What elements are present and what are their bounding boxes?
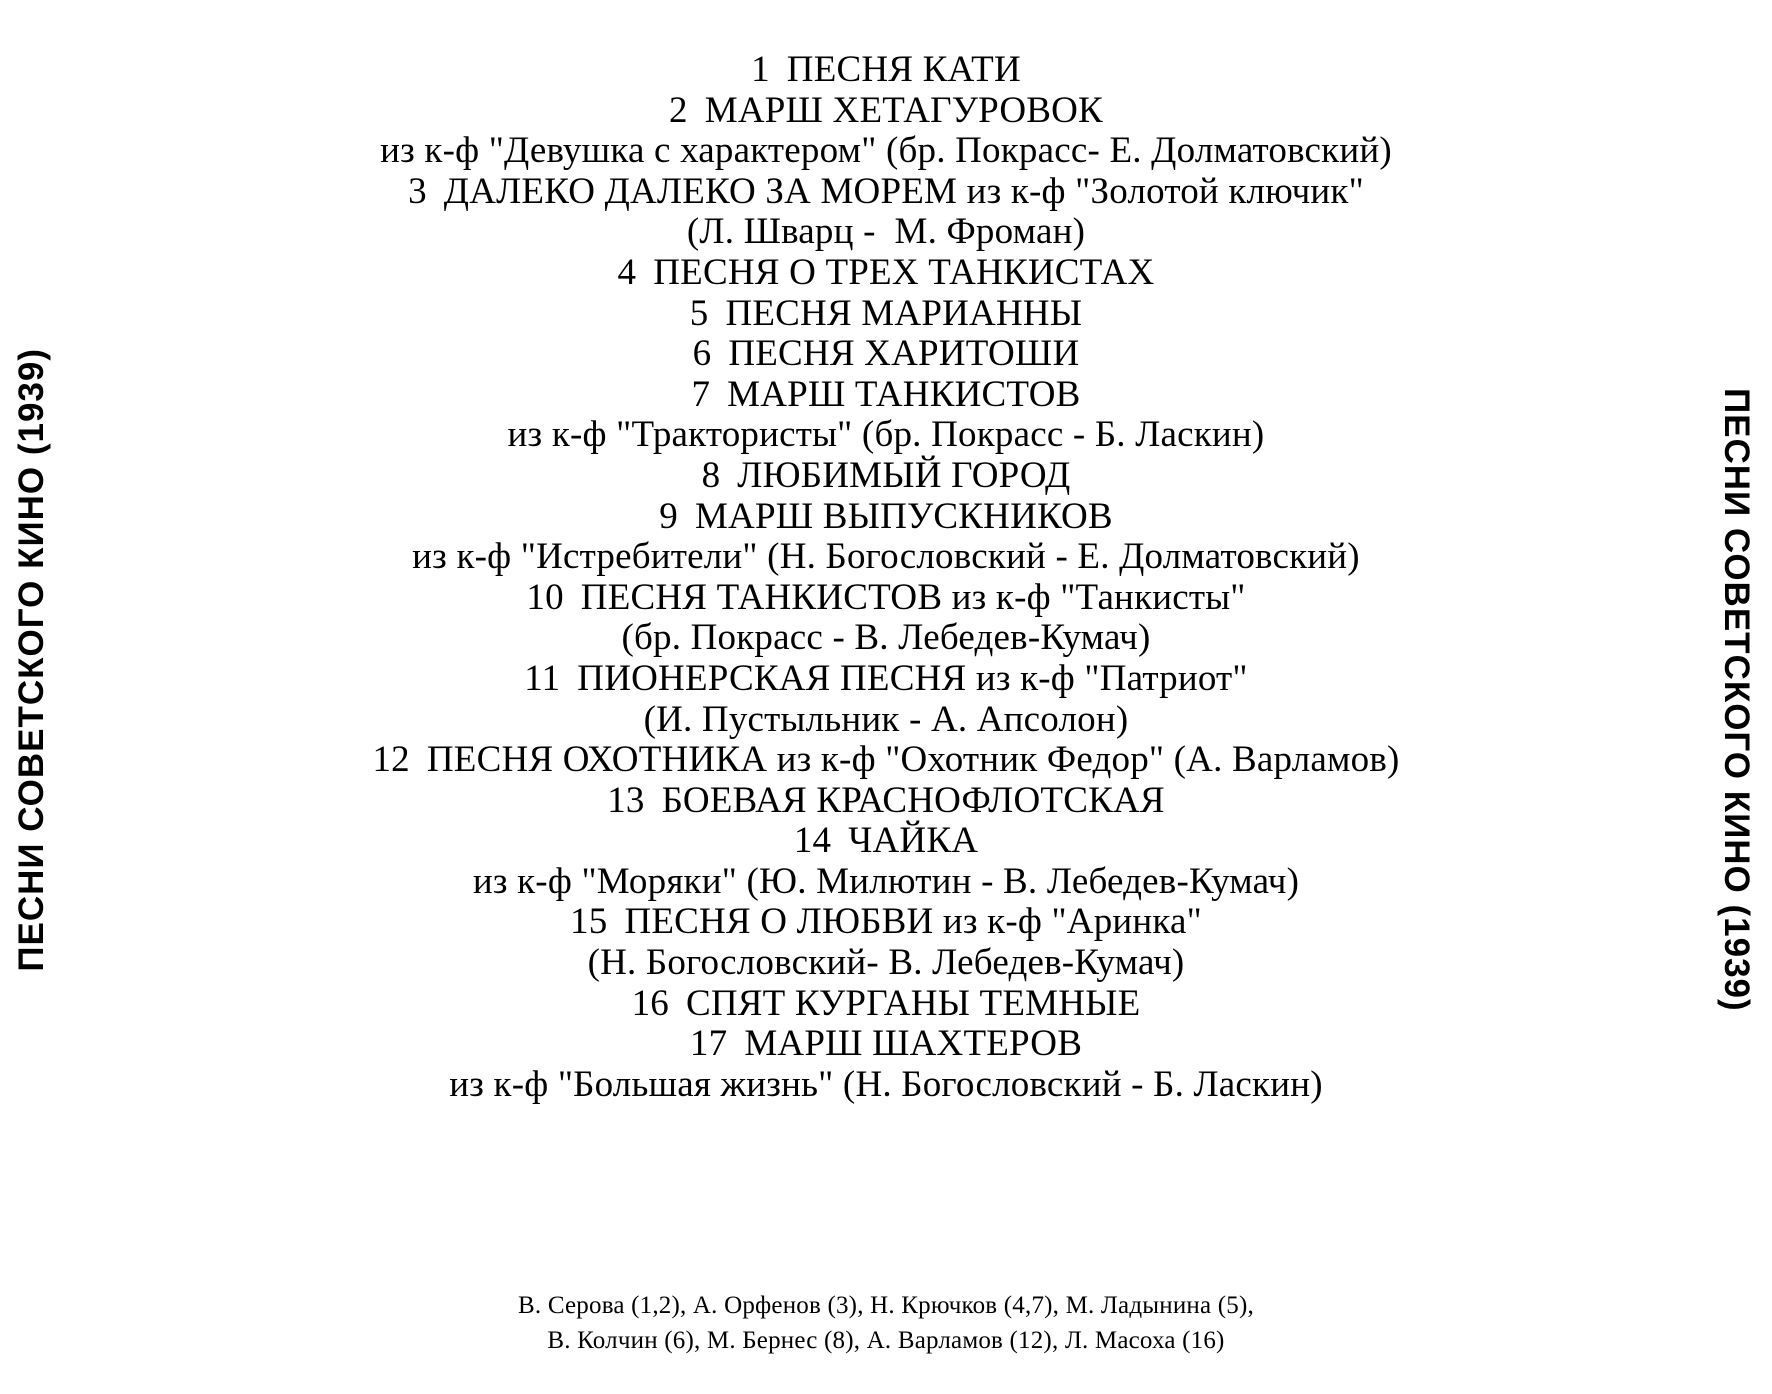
track-credit-line — [0, 1065, 1772, 1106]
track-title: ПЕСНЯ ТАНКИСТОВ из к-ф "Танкисты" — [580, 576, 1246, 618]
track-title-line — [0, 334, 1772, 375]
track-credit-line — [0, 700, 1772, 741]
film-credit-text: из к-ф "Моряки" (Ю. Милютин - В. Лебедев-Кумач) — [472, 860, 1300, 902]
performers-line: В. Серова (1,2), А. Орфенов (3), Н. Крючков (4,7), М. Ладынина (5), — [518, 1292, 1254, 1319]
track-number: 9 — [659, 495, 678, 537]
track-number: 16 — [631, 982, 669, 1024]
track-title-line — [0, 740, 1772, 781]
track-title-line — [0, 821, 1772, 862]
film-credit-text: (бр. Покрасс - В. Лебедев-Кумач) — [621, 617, 1151, 659]
film-credit-text: из к-ф "Трактористы" (бр. Покрасс - Б. Ласкин) — [507, 414, 1265, 456]
film-credit-text: из к-ф "Девушка с характером" (бр. Покрасс- Е. Долматовский) — [380, 130, 1392, 172]
track-number: 15 — [570, 901, 608, 943]
track-title: ПЕСНЯ ХАРИТОШИ — [728, 333, 1080, 375]
track-title: ПЕСНЯ О ЛЮБВИ из к-ф "Аринка" — [624, 901, 1202, 943]
track-title: ПЕСНЯ КАТИ — [786, 49, 1021, 90]
track-credit-line — [0, 618, 1772, 659]
track-title-line — [0, 50, 1772, 91]
track-title: ДАЛЕКО ДАЛЕКО ЗА МОРЕМ из к-ф "Золотой ключик" — [443, 170, 1364, 212]
track-number: 11 — [524, 657, 561, 699]
track-title: БОЕВАЯ КРАСНОФЛОТСКАЯ — [661, 779, 1165, 821]
track-title: ПИОНЕРСКАЯ ПЕСНЯ из к-ф "Патриот" — [577, 657, 1248, 699]
track-number: 2 — [669, 89, 688, 131]
track-title: МАРШ ХЕТАГУРОВОК — [704, 89, 1103, 131]
performers-credits — [0, 1288, 1772, 1358]
track-title-line — [0, 294, 1772, 335]
track-number: 6 — [692, 333, 712, 375]
film-credit-text: (И. Пустыльник - А. Апсолон) — [643, 698, 1129, 740]
track-title: ПЕСНЯ ОХОТНИКА из к-ф "Охотник Федор" (А. Варламов) — [426, 739, 1400, 781]
track-title: ПЕСНЯ МАРИАННЫ — [725, 292, 1083, 334]
track-title: ПЕСНЯ О ТРЕХ ТАНКИСТАХ — [653, 251, 1155, 293]
track-title-line — [0, 659, 1772, 700]
track-number: 8 — [701, 454, 721, 496]
performers-line: В. Колчин (6), М. Бернес (8), А. Варламов (12), Л. Масоха (16) — [547, 1327, 1225, 1354]
left-spine-title: ПЕСНИ СОВЕТСКОГО КИНО (1939) — [12, 348, 51, 972]
track-number: 10 — [526, 576, 564, 618]
track-number: 7 — [691, 373, 711, 415]
track-number: 4 — [617, 251, 637, 293]
film-credit-text: (Н. Богословский- В. Лебедев-Кумач) — [587, 942, 1185, 984]
track-title: МАРШ ТАНКИСТОВ — [727, 373, 1081, 415]
track-title: СПЯТ КУРГАНЫ ТЕМНЫЕ — [685, 982, 1141, 1024]
film-credit-text: из к-ф "Большая жизнь" (Н. Богословский - Б. Ласкин) — [449, 1063, 1323, 1105]
track-title: МАРШ ВЫПУСКНИКОВ — [694, 495, 1113, 537]
film-credit-text: из к-ф "Истребители" (Н. Богословский - Е. Долматовский) — [412, 536, 1360, 578]
track-credit-line — [0, 537, 1772, 578]
track-title-line — [0, 781, 1772, 822]
track-credit-line — [0, 212, 1772, 253]
track-number: 5 — [689, 292, 709, 334]
tracklist — [0, 50, 1772, 1105]
track-number: 12 — [372, 739, 410, 781]
track-title-line — [0, 375, 1772, 416]
film-credit-text: (Л. Шварц - М. Фроман) — [686, 211, 1086, 253]
right-spine — [1716, 0, 1756, 1394]
track-credit-line — [0, 415, 1772, 456]
track-title-line — [0, 253, 1772, 294]
track-credit-line — [0, 131, 1772, 172]
track-title: ЧАЙКА — [848, 820, 979, 862]
track-title-line — [0, 1024, 1772, 1065]
track-title-line — [0, 902, 1772, 943]
right-spine-title: ПЕСНИ СОВЕТСКОГО КИНО (1939) — [1717, 388, 1756, 1012]
track-credit-line — [0, 943, 1772, 984]
track-title-line — [0, 497, 1772, 538]
track-title-line — [0, 984, 1772, 1025]
track-credit-line — [0, 862, 1772, 903]
track-number: 13 — [607, 779, 645, 821]
track-title: МАРШ ШАХТЕРОВ — [744, 1023, 1083, 1065]
track-number: 3 — [408, 170, 427, 212]
track-number: 1 — [751, 49, 770, 90]
track-number: 17 — [689, 1023, 728, 1065]
track-title: ЛЮБИМЫЙ ГОРОД — [737, 454, 1071, 496]
track-title-line — [0, 91, 1772, 132]
track-title-line — [0, 172, 1772, 213]
track-title-line — [0, 578, 1772, 619]
track-title-line — [0, 456, 1772, 497]
track-number: 14 — [793, 820, 832, 862]
